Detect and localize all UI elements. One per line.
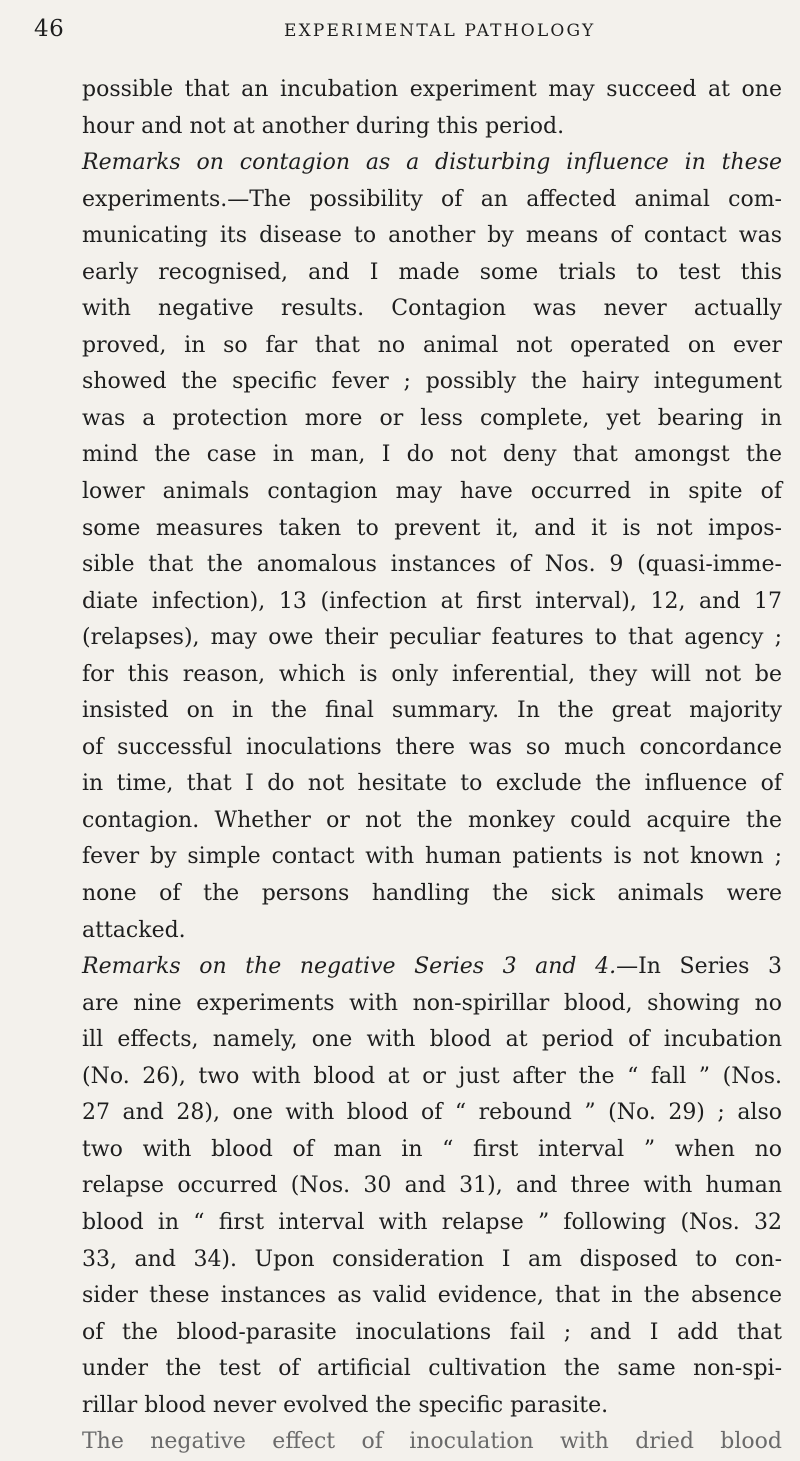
- heading-continuation: —In Series 3: [616, 954, 783, 980]
- text-line: sider these instances as valid evidence, that in the absence: [82, 1283, 782, 1309]
- text-line: are nine experiments with non-spirillar blood, showing no: [82, 990, 782, 1016]
- text-line: sible that the anomalous instances of Nos. 9 (quasi-imme-: [82, 552, 782, 578]
- text-line: hour and not at another during this period.: [82, 113, 565, 139]
- text-line: (relapses), may owe their peculiar features to that agency ;: [82, 625, 782, 651]
- text-line: early recognised, and I made some trials to test this: [82, 259, 782, 285]
- text-line: fever by simple contact with human patients is not known ;: [82, 844, 782, 870]
- section-heading-contagion: Remarks on contagion as a disturbing influence in these: [82, 150, 782, 176]
- text-line: under the test of artificial cultivation the same non-spi-: [82, 1356, 782, 1382]
- running-head: [34, 16, 770, 46]
- page-number: 46: [34, 16, 65, 42]
- section-heading-negative-series: [82, 949, 782, 986]
- text-line: possible that an incubation experiment may succeed at one: [82, 77, 782, 102]
- running-title: EXPERIMENTAL PATHOLOGY: [284, 21, 596, 41]
- text-line: in time, that I do not hesitate to exclude the influence of: [82, 771, 782, 797]
- text-line: proved, in so far that no animal not operated on ever: [82, 332, 782, 358]
- text-line: showed the specific fever ; possibly the hairy integument: [82, 369, 782, 395]
- text-line: contagion. Whether or not the monkey could acquire the: [82, 807, 782, 833]
- text-line: The negative effect of inoculation with dried blood: [82, 1429, 782, 1455]
- text-line: for this reason, which is only inferential, they will not be: [82, 661, 782, 687]
- text-line: of successful inoculations there was so much concordance: [82, 734, 782, 760]
- text-line: municating its disease to another by means of contact was: [82, 223, 782, 249]
- text-line: (No. 26), two with blood at or just after the “ fall ” (Nos.: [82, 1063, 782, 1089]
- text-line: none of the persons handling the sick animals were: [82, 881, 782, 907]
- heading-italic: Remarks on the negative Series 3 and 4.: [82, 954, 617, 980]
- text-line: 33, and 34). Upon consideration I am disposed to con-: [82, 1246, 782, 1272]
- text-line: two with blood of man in “ first interval ” when no: [82, 1136, 782, 1162]
- text-line: rillar blood never evolved the specific parasite.: [82, 1392, 609, 1418]
- text-line: mind the case in man, I do not deny that amongst the: [82, 442, 782, 468]
- text-line: insisted on in the final summary. In the great majority: [82, 698, 782, 724]
- text-line: of the blood-parasite inoculations fail ; and I add that: [82, 1319, 782, 1345]
- text-line: [82, 182, 782, 219]
- text-line: 27 and 28), one with blood of “ rebound ” (No. 29) ; also: [82, 1100, 782, 1126]
- body-text: [82, 72, 782, 1461]
- text-line: lower animals contagion may have occurred in spite of: [82, 479, 782, 505]
- text-line: diate infection), 13 (infection at first interval), 12, and 17: [82, 588, 782, 614]
- heading-continuation: experiments.—The possibility of an affected animal com-: [82, 186, 782, 212]
- text-line: with negative results. Contagion was never actually: [82, 296, 782, 322]
- text-line: was a protection more or less complete, yet bearing in: [82, 405, 782, 431]
- text-line: attacked.: [82, 917, 186, 943]
- text-line: relapse occurred (Nos. 30 and 31), and three with human: [82, 1173, 782, 1199]
- text-line: blood in “ first interval with relapse ” following (Nos. 32: [82, 1209, 782, 1235]
- text-line: some measures taken to prevent it, and it is not impos-: [82, 515, 782, 541]
- text-line: ill effects, namely, one with blood at period of incubation: [82, 1027, 782, 1053]
